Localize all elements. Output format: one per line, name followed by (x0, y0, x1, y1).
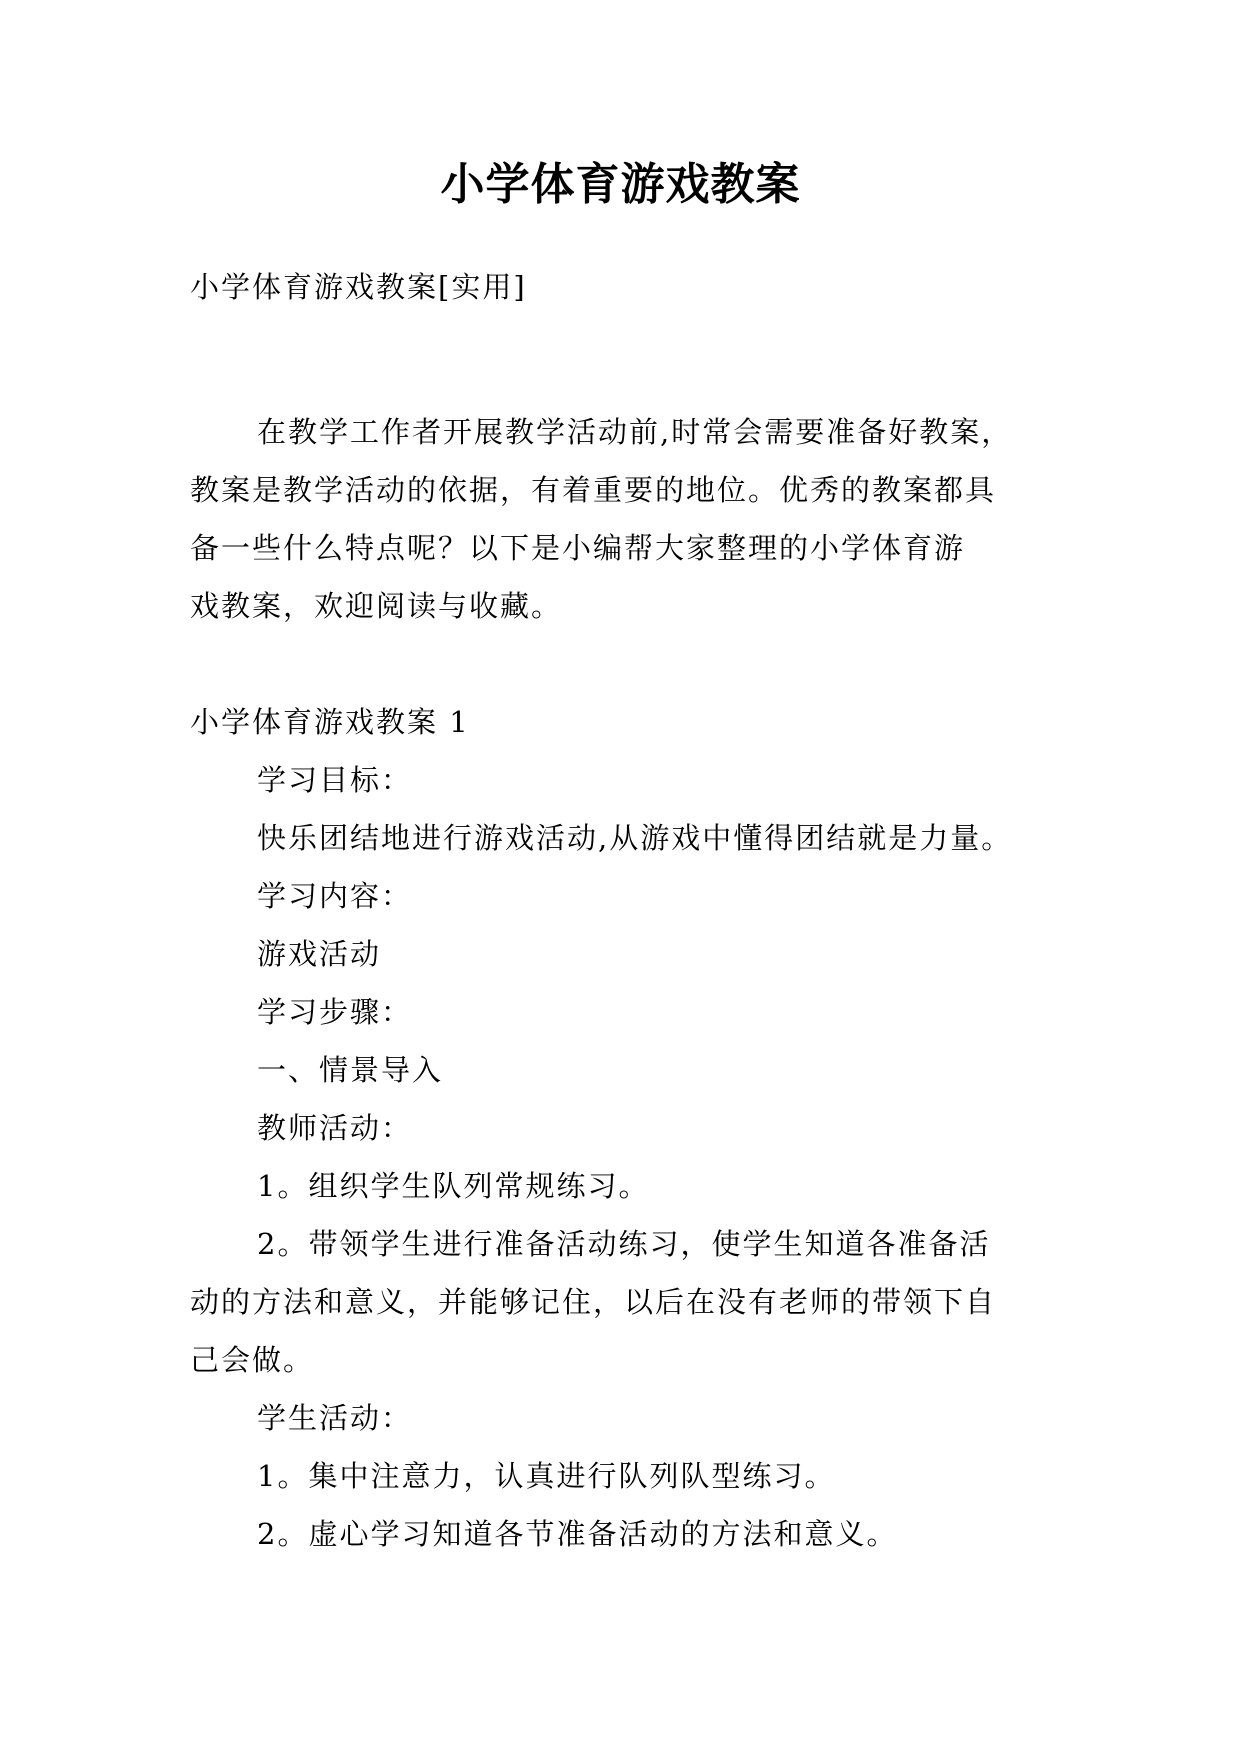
document-subtitle: 小学体育游戏教案[实用] (190, 270, 527, 304)
steps-label: 学习步骤： (257, 995, 413, 1029)
teacher-item-2-line: 己会做。 (190, 1343, 315, 1377)
intro-line: 教案是教学活动的依据，有着重要的地位。优秀的教案都具 (190, 473, 997, 507)
goal-text: 快乐团结地进行游戏活动,从游戏中懂得团结就是力量。 (257, 821, 1013, 855)
intro-line: 戏教案，欢迎阅读与收藏。 (190, 589, 563, 623)
content-text: 游戏活动 (257, 937, 382, 971)
student-item-1: 1。集中注意力，认真进行队列队型练习。 (257, 1459, 836, 1493)
content-label: 学习内容： (257, 879, 413, 913)
teacher-item-2-line: 动的方法和意义，并能够记住，以后在没有老师的带领下自 (190, 1285, 997, 1319)
student-label: 学生活动： (257, 1401, 413, 1435)
step-heading: 一、情景导入 (257, 1053, 444, 1087)
section-heading: 小学体育游戏教案 1 (190, 705, 470, 739)
goal-label: 学习目标： (257, 763, 413, 797)
student-item-2: 2。虚心学习知道各节准备活动的方法和意义。 (257, 1517, 898, 1551)
intro-line: 备一些什么特点呢？以下是小编帮大家整理的小学体育游 (190, 531, 966, 565)
intro-paragraph (190, 403, 1050, 635)
teacher-item-1: 1。组织学生队列常规练习。 (257, 1169, 650, 1203)
teacher-label: 教师活动： (257, 1111, 413, 1145)
document-title: 小学体育游戏教案 (440, 159, 801, 210)
intro-line: 在教学工作者开展教学活动前,时常会需要准备好教案， (257, 415, 1013, 449)
teacher-item-2-line: 2。带领学生进行准备活动练习，使学生知道各准备活 (257, 1227, 991, 1261)
teacher-item-2 (190, 1215, 1050, 1389)
